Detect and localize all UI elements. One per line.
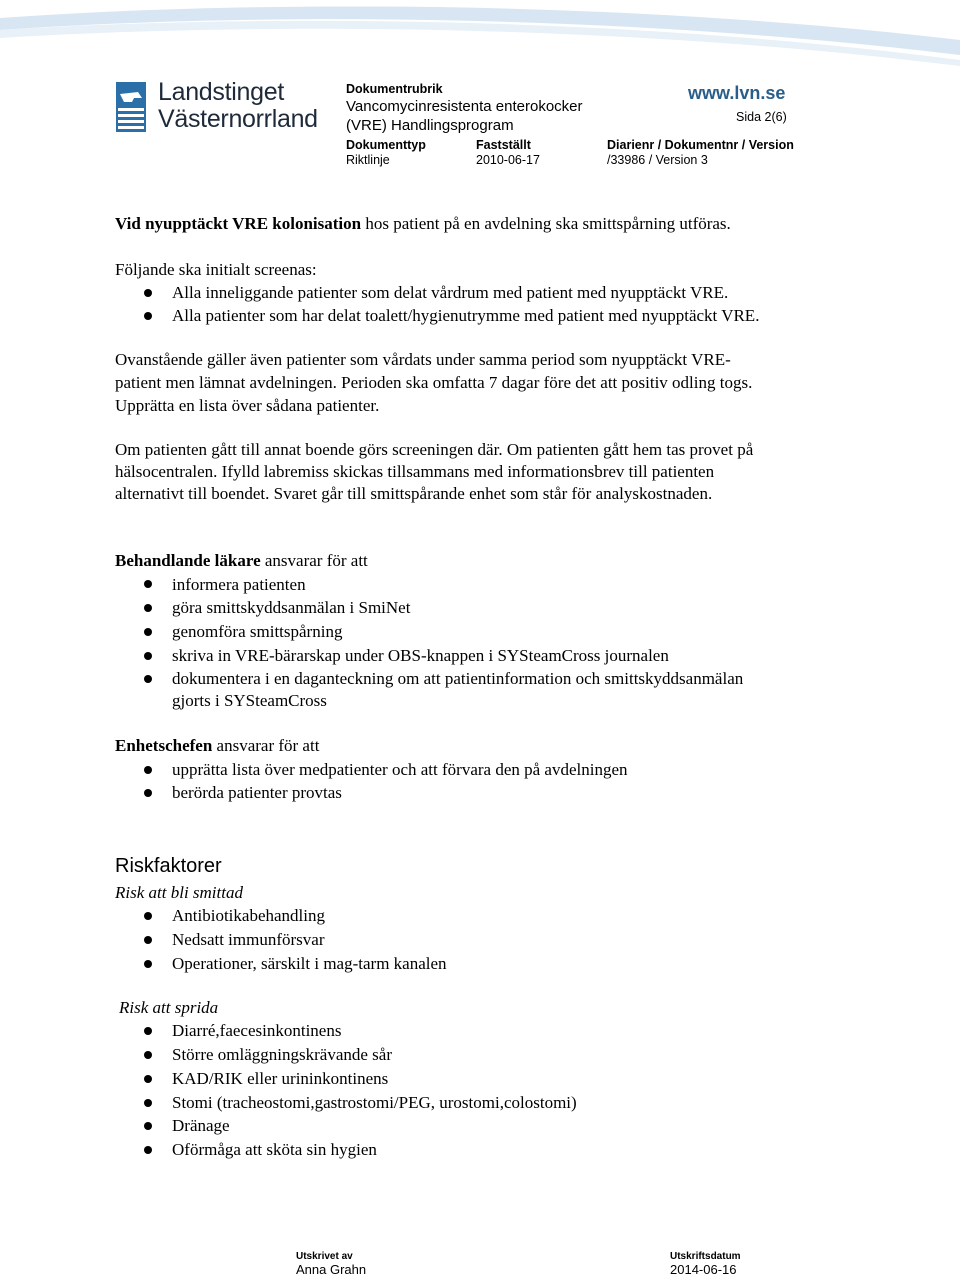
doctype-value: Riktlinje bbox=[346, 153, 390, 167]
intro-rest: hos patient på en avdelning ska smittspårning utföras. bbox=[361, 214, 731, 233]
bullet bbox=[144, 652, 152, 660]
list-item: upprätta lista över medpatienter och att förvara den på avdelningen bbox=[172, 760, 628, 779]
list-item: Alla inneliggande patienter som delat vårdrum med patient med nyupptäckt VRE. bbox=[172, 283, 729, 302]
bullet bbox=[144, 1146, 152, 1154]
list-item: informera patienten bbox=[172, 575, 306, 594]
list-item: berörda patienter provtas bbox=[172, 783, 342, 802]
list-item: Diarré,faecesinkontinens bbox=[172, 1021, 342, 1040]
list-item: Stomi (tracheostomi,gastrostomi/PEG, urostomi,colostomi) bbox=[172, 1093, 577, 1112]
list-item: Oförmåga att sköta sin hygien bbox=[172, 1140, 377, 1159]
list-item: KAD/RIK eller urininkontinens bbox=[172, 1069, 389, 1088]
list-item: Nedsatt immunförsvar bbox=[172, 930, 325, 949]
page-value: 2(6) bbox=[764, 110, 787, 124]
risk-infect-heading: Risk att bli smittad bbox=[115, 883, 243, 902]
list-item: Alla patienter som har delat toalett/hygienutrymme med patient med nyupptäckt VRE. bbox=[172, 306, 760, 325]
logo bbox=[112, 80, 332, 136]
doc-rubric-label: Dokumentrubrik bbox=[346, 82, 443, 96]
page-label: Sida bbox=[736, 110, 762, 124]
doctor-rest: ansvarar för att bbox=[260, 551, 368, 570]
diarienr-value: /33986 / Version 3 bbox=[607, 153, 708, 167]
bullet bbox=[144, 1099, 152, 1107]
bullet bbox=[144, 580, 152, 588]
unit-heading bbox=[115, 735, 319, 757]
bullet bbox=[144, 1122, 152, 1130]
unit-rest: ansvarar för att bbox=[212, 736, 320, 755]
bullet bbox=[144, 312, 152, 320]
bullet bbox=[144, 1027, 152, 1035]
bullet bbox=[144, 675, 152, 683]
logo-line1: Landstinget bbox=[158, 78, 284, 106]
para1-line: Upprätta en lista över sådana patienter. bbox=[115, 396, 380, 415]
bullet bbox=[144, 1051, 152, 1059]
doctor-heading bbox=[115, 550, 368, 572]
bullet bbox=[144, 766, 152, 774]
diarienr-label: Diarienr / Dokumentnr / Version bbox=[607, 138, 794, 152]
list-item: Dränage bbox=[172, 1116, 230, 1135]
screen-intro: Följande ska initialt screenas: bbox=[115, 260, 317, 279]
list-item: skriva in VRE-bärarskap under OBS-knappen i SYSteamCross journalen bbox=[172, 646, 669, 665]
doctype-label: Dokumenttyp bbox=[346, 138, 426, 152]
list-item: genomföra smittspårning bbox=[172, 622, 343, 641]
bullet bbox=[144, 789, 152, 797]
unit-bold: Enhetschefen bbox=[115, 736, 213, 755]
risk-heading: Riskfaktorer bbox=[115, 855, 222, 877]
printed-by-label: Utskrivet av bbox=[296, 1251, 353, 1262]
para2-line: hälsocentralen. Ifylld labremiss skickas tillsammans med informationsbrev till patienten bbox=[115, 462, 715, 481]
bullet bbox=[144, 289, 152, 297]
para1-line: Ovanstående gäller även patienter som vårdats under samma period som nyupptäckt VRE- bbox=[115, 350, 731, 369]
bullet bbox=[144, 604, 152, 612]
doctor-bold: Behandlande läkare bbox=[115, 551, 261, 570]
list-item: dokumentera i en daganteckning om att patientinformation och smittskyddsanmälan bbox=[172, 669, 744, 688]
list-item: Antibiotikabehandling bbox=[172, 906, 325, 925]
approved-label: Fastställt bbox=[476, 138, 531, 152]
bullet bbox=[144, 960, 152, 968]
list-item: Operationer, särskilt i mag-tarm kanalen bbox=[172, 954, 447, 973]
bullet bbox=[144, 912, 152, 920]
logo-emblem-icon bbox=[112, 82, 150, 132]
page-number bbox=[736, 110, 787, 124]
header-swoosh bbox=[0, 0, 960, 80]
logo-wordmark bbox=[158, 79, 318, 133]
intro-bold: Vid nyupptäckt VRE kolonisation bbox=[115, 214, 362, 233]
bullet bbox=[144, 628, 152, 636]
printed-by-value: Anna Grahn bbox=[296, 1262, 367, 1277]
para1-line: patient men lämnat avdelningen. Perioden ska omfatta 7 dagar före det att positiv odling togs. bbox=[115, 373, 753, 392]
print-date-value: 2014-06-16 bbox=[670, 1262, 737, 1277]
bullet bbox=[144, 1075, 152, 1083]
doc-title-line1: Vancomycinresistenta enterokocker bbox=[346, 98, 583, 115]
approved-value: 2010-06-17 bbox=[476, 153, 540, 167]
list-item-continued: gjorts i SYSteamCross bbox=[172, 691, 327, 710]
para2-line: alternativt till boendet. Svaret går till smittspårande enhet som står för analyskostnaden. bbox=[115, 484, 713, 503]
bullet bbox=[144, 936, 152, 944]
risk-spread-heading: Risk att sprida bbox=[119, 998, 219, 1017]
site-link[interactable]: www.lvn.se bbox=[688, 83, 786, 103]
logo-line2: Västernorrland bbox=[158, 105, 318, 133]
intro-paragraph bbox=[115, 213, 731, 235]
doc-title-line2: (VRE) Handlingsprogram bbox=[346, 117, 514, 134]
list-item: göra smittskyddsanmälan i SmiNet bbox=[172, 598, 411, 617]
list-item: Större omläggningskrävande sår bbox=[172, 1045, 392, 1064]
para2-line: Om patienten gått till annat boende görs screeningen där. Om patienten gått hem tas provet på bbox=[115, 440, 754, 459]
print-date-label: Utskriftsdatum bbox=[670, 1251, 741, 1262]
